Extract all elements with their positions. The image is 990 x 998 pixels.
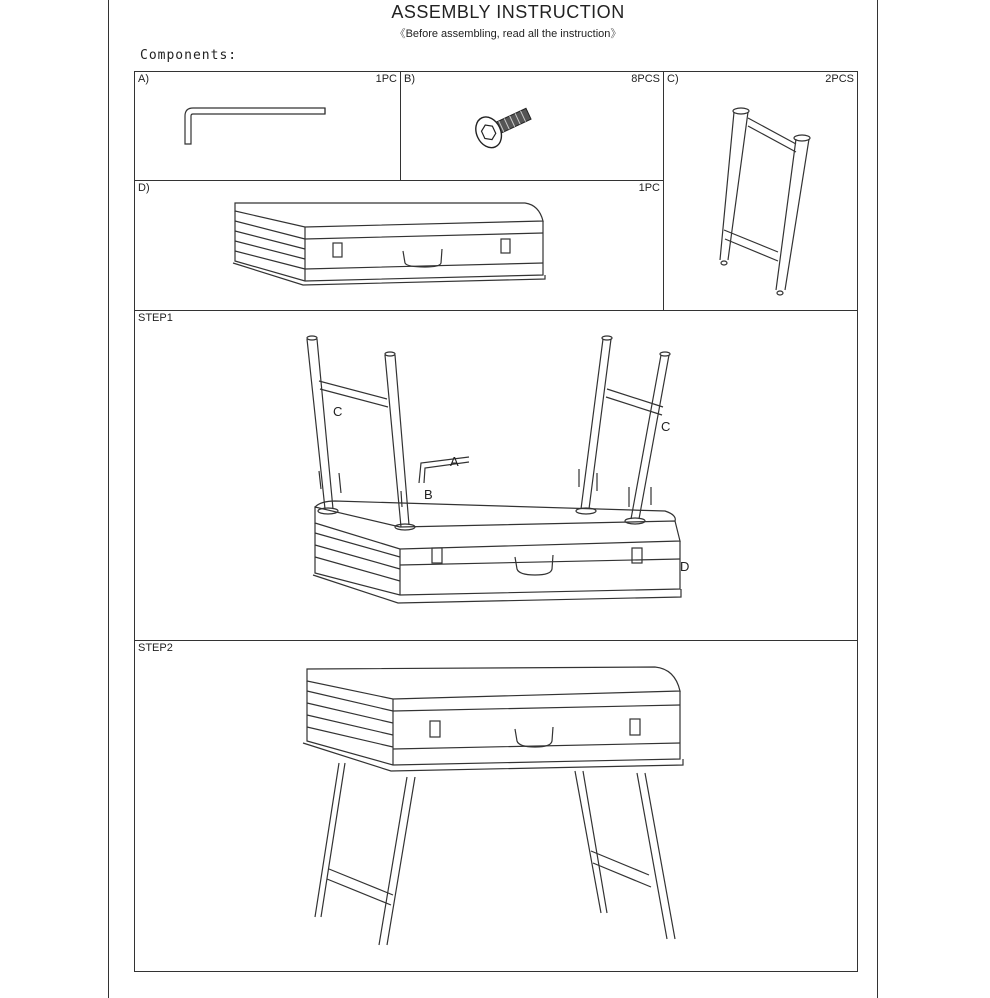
- component-c-letter: C): [667, 73, 679, 85]
- components-heading: Components:: [140, 48, 238, 63]
- screw-icon: [401, 72, 665, 182]
- component-d-cell: [134, 180, 664, 311]
- component-a-cell: [134, 71, 401, 181]
- page-title: ASSEMBLY INSTRUCTION: [391, 2, 625, 22]
- callout-b: B: [424, 487, 433, 502]
- component-b-cell: [400, 71, 664, 181]
- page-subtitle: 《Before assembling, read all the instruction》: [394, 28, 622, 40]
- component-a-letter: A): [138, 73, 149, 85]
- component-a-qty: 1PC: [375, 73, 397, 85]
- callout-d: D: [680, 559, 690, 574]
- suitcase-top-icon: [135, 181, 665, 312]
- step2-panel: [134, 640, 858, 972]
- step1-label: STEP1: [138, 312, 173, 324]
- component-c-qty: 2PCS: [825, 73, 854, 85]
- step1-illustration: [135, 311, 859, 642]
- leg-frame-icon: [664, 72, 859, 312]
- callout-a: A: [450, 454, 459, 469]
- step1-panel: [134, 310, 858, 641]
- component-b-qty: 8PCS: [631, 73, 660, 85]
- component-b-letter: B): [404, 73, 415, 85]
- component-d-letter: D): [138, 182, 150, 194]
- callout-c-left: C: [333, 404, 343, 419]
- step2-illustration: [135, 641, 859, 973]
- allen-key-icon: [135, 72, 402, 182]
- component-d-qty: 1PC: [638, 182, 660, 194]
- step2-label: STEP2: [138, 642, 173, 654]
- component-c-cell: [663, 71, 858, 311]
- callout-c-right: C: [661, 419, 671, 434]
